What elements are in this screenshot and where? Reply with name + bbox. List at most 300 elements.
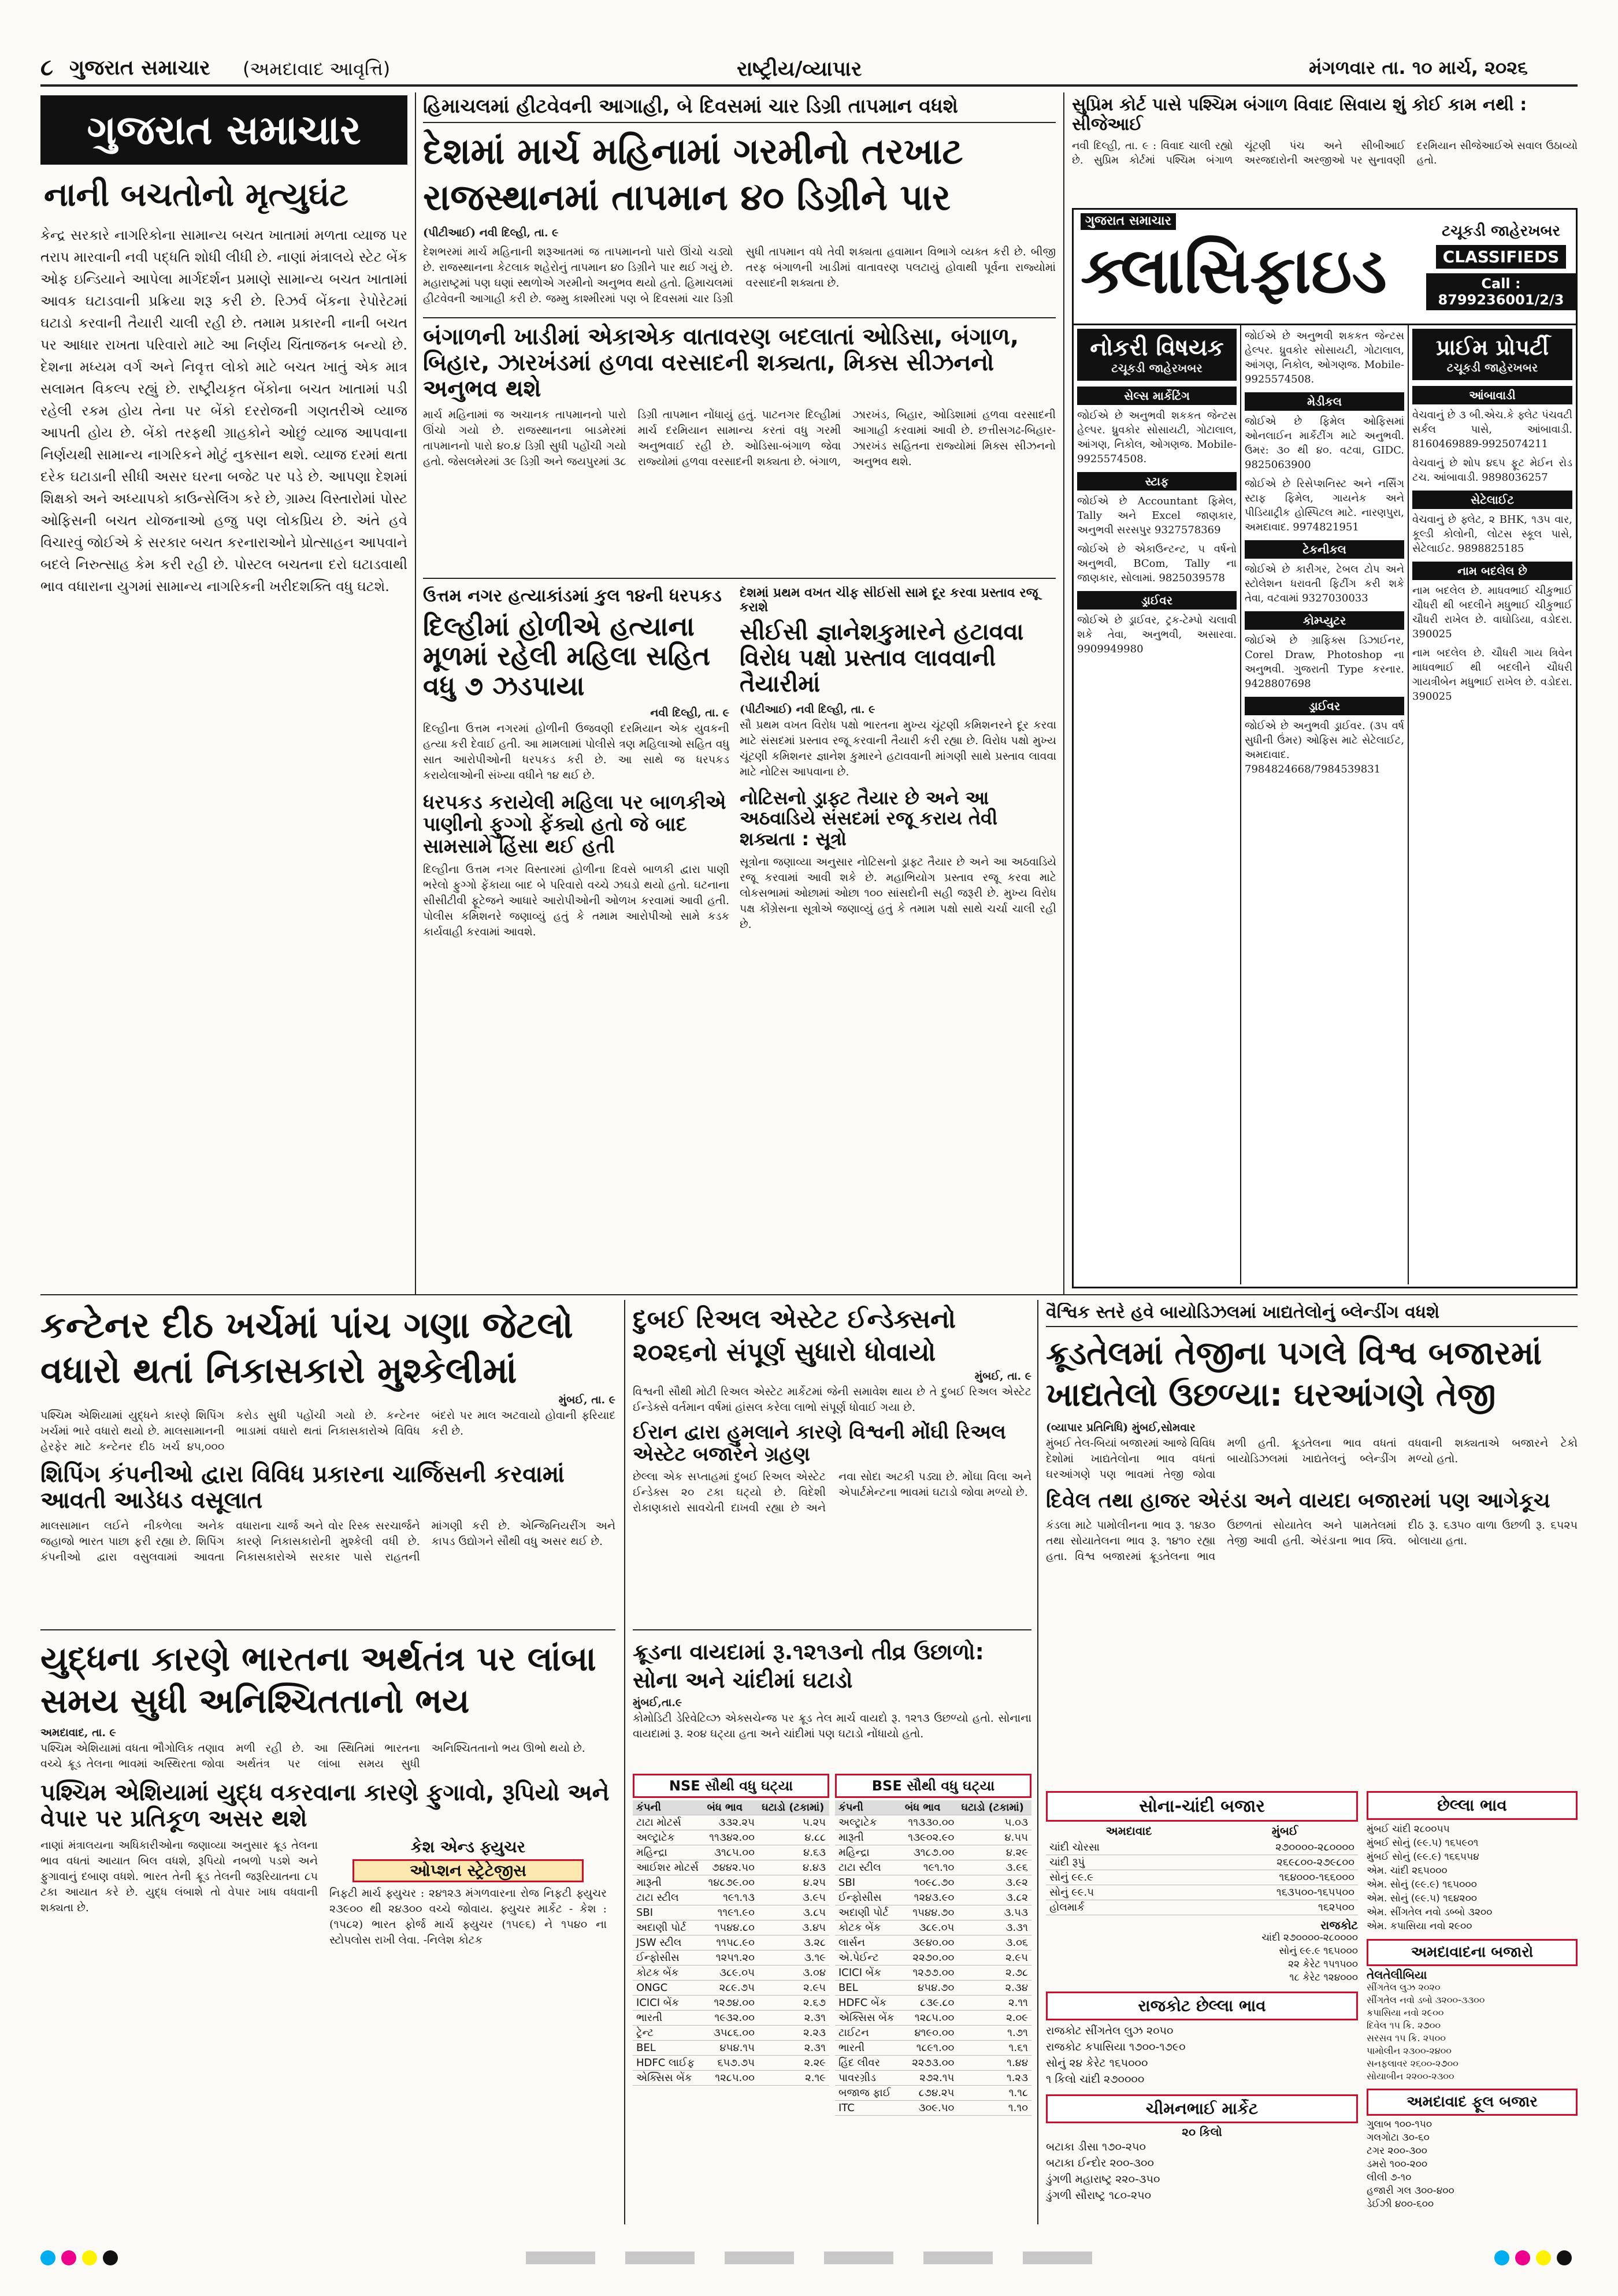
bengal-body: માર્ચ મહિનામાં જ અચાનક તાપમાનનો પારો ઊંચો ગયો છે. રાજસ્થાનના બાડમેરમાં તાપમાનનો પારો ૪૦.૪ ડિગ્રી સુધી પહોંચી ગયો હતો. જેસલમેરમાં ૩૯ ડિગ્રી અને જયપુરમાં ૩૮ ડિગ્રી તાપમાન નોંધાયું હતું. પાટનગર દિલ્હીમાં માર્ચ દરમિયાન સામાન્ય કરતાં વધુ ગરમી અનુભવાઈ રહી છે. ઓડિસા-બંગાળ જેવા રાજ્યોમાં હળવા વરસાદની શક્યતા છે. બંગાળ, ઝારખંડ, બિહાર, ઓડિશામાં હળવા વરસાદની આગાહી કરવામાં આવી છે. છત્તીસગઢ-બિહાર-ઝારખંડ સહિતના રાજ્યોમાં મિક્સ સીઝનનો અનુભવ થશે. [423,408,1056,469]
nse-title: NSE સૌથી વધુ ઘટ્યા [633,1774,829,1798]
nse-cell: ICICI બેંક [633,1996,704,2011]
last-price-title: છેલ્લા ભાવ [1367,1791,1578,1820]
gold-silver-cell: સોનું ૯૯.૫ [1046,1885,1171,1900]
nse-cell: ૨.૨૩ [758,2026,829,2041]
bse-row [835,1951,1031,1966]
holi-body-2: દિલ્હીના ઉત્તમ નગર વિસ્તારમાં હોળીના દિવસે બાળકી દ્વારા પાણી ભરેલો ફુગ્ગો ફેંકાયા બાદ બે પરિવારો વચ્ચે ઝઘડો થયો હતો. ઘટનાના સીસીટીવી ફૂટેજને આધારે આરોપીઓની ઓળખ કરવામાં આવી હતી. પોલીસ કમિશનરે જણાવ્યું હતું કે તમામ આરોપીઓ સામે કડક કાર્યવાહી કરવામાં આવશે. [423,863,729,939]
gold-silver-row [1046,1840,1358,1855]
bse-cell: ૧.૬૧ [958,2041,1031,2056]
bse-row [835,2071,1031,2086]
dubai-headline: દુબઈ રિઅલ એસ્ટેટ ઈન્ડેક્સનો ૨૦૨૬નો સંપૂર્ણ સુધારો ધોવાયો [633,1305,956,1368]
bse-row [835,1875,1031,1890]
gyanesh-subhead: નોટિસનો ડ્રાફ્ટ તૈયાર છે અને આ અઠવાડિયે સંસદમાં રજૂ કરાય તેવી શક્યતા : સૂત્રો [740,786,998,850]
section-technical: ટેકનીકલ [1245,540,1404,559]
bse-cell: ૨.૦૯ [958,2011,1031,2026]
bse-cell: લાર્સન [835,1935,901,1951]
property-box: પ્રાઈમ પ્રોપર્ટી ટચૂકડી જાહેરખબર [1412,329,1572,380]
last-price-list [1367,1822,1578,1933]
bse-row [835,1996,1031,2011]
rajkot-last-item: રાજકોટ કપાસિયા ૧૭૦૦-૧૭૯૦ [1046,2041,1186,2054]
bse-row [835,1905,1031,1920]
markets-col-1 [1046,1791,1358,2221]
bse-cell: અદાણી પોર્ટ [835,1905,901,1920]
last-price-item: એમ. સોનું (૯૯.૫) ૧૬૪૨૦૦ [1367,1893,1478,1904]
flower-market-item: ટગર ૨૦૦-૩૦૦ [1367,2145,1427,2157]
bse-cell: ૪૧૯૦.૦૦ [901,2026,958,2041]
nse-cell: ૩.૯૫ [758,1890,829,1905]
weather-story [423,95,1056,575]
chimanbhai-item: બટાકા ઈન્દોર ૨૦૦-૩૦૦ [1046,2156,1154,2169]
bse-table-box [835,1774,1031,2221]
supreme-body: નવી દિલ્હી, તા. ૯ : વિવાદ ચાલી રહ્યો છે. સુપ્રિમ કોર્ટમાં પશ્ચિમ બંગાળ ચૂંટણી પંચ અને સીબીઆઈ અરજદારોની અરજીઓ પર સુનાવણી દરમિયાન સીજેઆઈએ સવાલ ઉઠાવ્યો હતો. [1072,140,1578,167]
gold-silver-title: સોના-ચાંદી બજાર [1046,1791,1358,1822]
ad-ambawadi-1: વેચવાનું છે ૩ બી.એચ.કે ફ્લેટ પંચવટી સર્કલ પાસે, આંબાવાડી. 8160469889-9925074211 [1412,409,1572,450]
nse-cell: અલ્ટ્રાટેક [633,1830,704,1845]
bse-cell: ૪.૨૯ [958,1845,1031,1860]
edition: (અમદાવાદ આવૃત્તિ) [243,58,391,80]
cash-futures-body: નિફટી માર્ચ ફ્યુચર : ૨૪૧૨૩ મંગળવારના રોજ નિફટી ફ્યુચર ૨૩૯૦૦ થી ૨૪૩૦૦ વચ્ચે જોવાય. ફ્યુચર માર્કેટ - કેશ : (૧૫૮૨) ભારત ફોર્જ માર્ચ ફ્યુચર (૧૫૯૬) ને ૧૫૪૦ ના સ્ટોપલોસ રાખી લેવા. -નિલેશ કોટક [329,1886,607,1946]
nse-cell: કોટક બેંક [633,1966,704,1981]
gold-silver-row [1046,1870,1358,1885]
bse-cell: કોટક બેંક [835,1920,901,1935]
bse-cell: હિંદ લીવર [835,2056,901,2071]
bse-cell: એ.પેઈન્ટ [835,1951,901,1966]
gold-silver-cell: ૧૬૩૫૦૦-૧૬૫૫૦૦ [1171,1885,1358,1900]
rajkot-col-item: ૧૮ કેરેટ ૧૨૪૦૦૦ [1289,1972,1358,1984]
bse-cell: ૧૮૯૧.૦૦ [901,2041,958,2056]
biodiesel-headline: ક્રૂડતેલમાં તેજીના પગલે વિશ્વ બજારમાં ખાદ્યતેલો ઉછળ્યા: ઘરઆંગણે તેજી [1046,1334,1542,1414]
chimanbhai-item: ડુંગળી મહારાષ્ટ્ર ૨૨૦-૩૫૦ [1046,2172,1160,2186]
bse-cell: ૩.૫૩ [958,1905,1031,1920]
bse-cell: ૩.૯૨ [958,1875,1031,1890]
bse-col-company: કંપની [835,1800,901,1815]
ad-ambawadi-2: વેચવાનું છે શોપ ૪૬૫ ફૂટ મેઈન રોડ ટચ. આંબાવાડી. 9898036257 [1412,457,1572,484]
bse-cell: BEL [835,1981,901,1996]
gold-silver-cell: ચાંદી રૂપું [1046,1855,1171,1870]
flower-market-title: અમદાવાદ ફૂલ બજાર [1367,2089,1578,2116]
nse-col-company: કંપની [633,1800,704,1815]
ad-name-change-1: નામ બદલેલ છે. માધવભાઈ ચીકુભાઈ ચૌધરી થી બદલીને મધુભાઈ ચીકુભાઈ ચૌધરી રાખેલ છે. વાઘોડિયા, વડોદરા. 390025 [1412,585,1572,640]
dubai-body-2: છેલ્લા એક સપ્તાહમાં દુબઈ રિઅલ એસ્ટેટ ઈન્ડેક્સ ૨૦ ટકા ઘટ્યો છે. વિદેશી રોકાણકારો સાવચેતી દાખવી રહ્યા છે અને નવા સોદા અટકી પડ્યા છે. મોંઘા વિલા અને એપાર્ટમેન્ટના ભાવમાં ઘટાડો જોવા મળ્યો છે. [633,1470,1031,1514]
nse-cell: ૩.૪૫ [758,1920,829,1935]
rajkot-last-item: ૧ કિલો ચાંદી ૨૭૦૦૦૦ [1046,2073,1145,2086]
crude-futures-headline: ક્રૂડના વાયદામાં રૂ.૧૨૧૩નો તીવ્ર ઉછાળો: સોના અને ચાંદીમાં ઘટાડો [633,1639,984,1693]
ad-satellite: વેચવાનું છે ફ્લેટ, ૨ BHK, ૧૩૫ વાર, કૂલ્ડી કોલોની, લોટસ સ્કૂલ પાસે, સેટેલાઈટ. 9898825185 [1412,514,1572,555]
bse-cell: ૮૭૪.૨૫ [901,2086,958,2101]
crude-futures-dateline: મુંબઈ,તા.૯ [633,1696,682,1709]
bse-cell: ૨.૭૮ [958,1966,1031,1981]
page-number: ૮ [40,54,53,81]
flower-market-item: ડેઈઝી ૪૦૦-૬૦૦ [1367,2198,1434,2210]
weather-headline: દેશમાં માર્ચ મહિનામાં ગરમીનો તરખાટ [423,130,963,173]
chimanbhai-item: બટાકા ડીસા ૧૭૦-૨૫૦ [1046,2140,1146,2153]
nse-cell: ભારતી [633,2011,704,2026]
section-computer: કોમ્પ્યુટર [1245,611,1404,630]
nse-row [633,2041,829,2056]
chimanbhai-item: ડુંગળી સૌરાષ્ટ્ર ૧૮૦-૨૫૦ [1046,2189,1152,2202]
paper-name: ગુજરાત સમાચાર [69,56,210,80]
gyanesh-kicker: દેશમાં પ્રથમ વખત ચીફ સીઈસી સામે દૂર કરવા પ્રસ્તાવ રજૂ કરાશે [740,586,1038,615]
holi-subhead: ધરપકડ કરાયેલી મહિલા પર બાળકીએ પાણીનો ફુગ્ગો ફેંક્યો હતો જે બાદ સામસામે હિંસા થઈ હતી [423,791,726,859]
bse-row [835,1966,1031,1981]
bse-cell: ૩.૮૨ [958,1890,1031,1905]
nse-cell: ૩.૧૯ [758,1951,829,1966]
bse-cell: ૧૨૭૭.૦૦ [901,1966,958,1981]
ahmedabad-market-title: અમદાવાદના બજારો [1367,1939,1578,1966]
nse-row [633,1996,829,2011]
bengal-headline: બંગાળની ખાડીમાં એકાએક વાતાવરણ બદલાતાં ઓડિસા, બંગાળ, બિહાર, ઝારખંડમાં હળવા વરસાદની શક્યતા, મિક્સ સીઝનનો અનુભવ થશે [423,317,1056,402]
rajkot-col-item: ૨૨ કેરેટ ૧૫૧૫૦૦ [1288,1959,1358,1971]
dubai-body: વિશ્વની સૌથી મોટી રિઅલ એસ્ટેટ માર્કેટમાં જેની સમાવેશ થાય છે તે દુબઈ રિઅલ એસ્ટેટ ઈન્ડેક્સે વર્તમાન વર્ષમાં હાંસલ કરેલા લાભો સંપૂર્ણ ધોવાઈ ગયા છે. [633,1385,1031,1414]
nse-cell: JSW સ્ટીલ [633,1935,704,1951]
nse-cell: ૧૨૮૫.૦૦ [704,2071,758,2086]
biodiesel-story [1046,1303,1578,1785]
bse-cell: ઈન્ફોસીસ [835,1890,901,1905]
nse-cell: ૩૩૨.૨૫ [704,1815,758,1830]
nse-row [633,1966,829,1981]
nse-col-change: ઘટાડો (ટકામાં) [758,1800,829,1815]
bse-row [835,1830,1031,1845]
ad-staff: જોઈએ છે Accountant ફિમેલ, Tally અને Excel જાણકાર, અનુભવી સરસપુર 9327578369 [1077,495,1237,536]
bse-cell: ૧૦૯૮.૭૦ [901,1875,958,1890]
ad-technical: જોઈએ છે કારીગર, ટેબલ ટોપ અને સ્ટોલેશન ધરાવતી ફિટીંગ કરી શકે તેવા, વટવામાં 9327030033 [1245,563,1404,604]
col-divider-2 [1063,92,1064,1294]
rajkot-last-item: સોનું ૨૪ કેરેટ ૧૬૫૦૦૦ [1046,2057,1148,2070]
gold-silver-cell: સોનું ૯૯.૯ [1046,1870,1171,1885]
bse-cell: ૧.૭૧ [958,2026,1031,2041]
nse-table-box [633,1774,829,2221]
gyanesh-headline: સીઈસી જ્ઞાનેશકુમારને હટાવવા વિરોધ પક્ષો પ્રસ્તાવ લાવવાની તૈયારીમાં [740,619,1024,697]
chimanbhai-list [1046,2139,1358,2204]
flower-market-item: ગુલાબ ૧૦૦-૧૫૦ [1367,2119,1433,2131]
nse-cell: ૩૧૮૫.૦૦ [704,1845,758,1860]
nse-table [633,1800,829,2086]
col-divider-3 [624,1300,625,2224]
bse-cell: ૪૫૪.૭૦ [901,1981,958,1996]
bse-cell: HDFC બેંક [835,1996,901,2011]
holi-story [423,586,729,1291]
holi-dateline: નવી દિલ્હી, તા. ૯ [650,707,729,720]
last-price-item: એમ. સોનું (૯૯.૯) ૧૬૫૦૦૦ [1367,1879,1477,1890]
bse-cell: ૧૫૪૪.૭૦ [901,1905,958,1920]
bse-title: BSE સૌથી વધુ ઘટ્યા [835,1774,1031,1798]
bse-cell: ૪.૫૫ [958,1830,1031,1845]
bse-cell: એક્સિસ બેંક [835,2011,901,2026]
section-medical: મેડીકલ [1245,392,1404,411]
bse-row [835,2056,1031,2071]
nse-cell: ૪.૨૫ [758,1875,829,1890]
bse-row [835,2041,1031,2056]
ahmedabad-market-item: સીંગતેલ નવો ડબો ૩૨૦૦-૩૩૦૦ [1367,1994,1485,2006]
section-staff: સ્ટાફ [1077,472,1237,491]
nse-cell: BEL [633,2041,704,2056]
ahmedabad-market-sub: તેલતેલીબિયા [1367,1968,1427,1982]
rajkot-col-item: સોનું ૯૯.૯ ૧૬૫૦૦૦ [1279,1945,1358,1957]
rajkot-col-title: રાજકોટ [1320,1918,1358,1932]
bse-cell: મહિન્દ્રા [835,1845,901,1860]
cmyk-dots-right [1494,2250,1578,2268]
ahmedabad-market-item: પામોલીન ૨૩૦૦-૨૪૦૦ [1367,2045,1452,2057]
nse-cell: ટ્રેન્ટ [633,2026,704,2041]
nse-cell: ૧૫૪૪.૮૦ [704,1920,758,1935]
holi-body: દિલ્હીના ઉત્તમ નગરમાં હોળીની ઉજવણી દરમિયાન એક યુવકની હત્યા કરી દેવાઈ હતી. આ મામલામાં પોલીસે ત્રણ મહિલાઓ સહિત વધુ સાત આરોપીઓની ધરપકડ કરી છે. આ સાથે જ ધરપકડ કરાયેલાઓની સંખ્યા વધીને ૧૪ થઈ છે. [423,722,729,782]
col-divider-4 [1037,1300,1038,2224]
ahmedabad-market-item: કપાસિયા નવો ૨૯૦૦ [1367,2007,1444,2019]
cmyk-dots-left [40,2250,124,2268]
dubai-dateline: મુંબઈ, તા. ૯ [974,1370,1031,1383]
last-price-item: એમ. કપાસિયા નવો ૨૯૦૦ [1367,1920,1472,1932]
grey-bars [511,2252,1107,2267]
bse-cell: SBI [835,1875,901,1890]
bse-cell: ૧.૪૪ [958,2056,1031,2071]
bse-table [835,1800,1031,2116]
cash-futures-box [329,1838,607,1948]
bse-cell: ટાટા સ્ટીલ [835,1860,901,1875]
bse-row [835,1860,1031,1875]
ad-helper: જોઈએ છે અનુભવી શકકત જેન્ટસ હેલ્પર. ધ્રુવકોર સોસાયટી, ગોટાલાલ, આંગણ, નિકોલ, ઓગણજ. Mobile-9925574508. [1245,330,1404,385]
bse-cell: ૧.૧૮ [958,2086,1031,2101]
last-price-item: મુંબઈ સોનું (૯૯.૯) ૧૬૬૫૫૪ [1367,1851,1479,1863]
cash-futures-subtitle: ઓપ્શન સ્ટ્રેટેજીસ [352,1859,584,1882]
rajkot-last-list [1046,2023,1358,2087]
nse-cell: ૫.૨૫ [758,1815,829,1830]
war-body: પશ્ચિમ એશિયામાં વધતા ભૌગોલિક તણાવ વચ્ચે ક્રૂડ તેલના ભાવમાં અસ્થિરતા જોવા મળી રહી છે. આ સ્થિતિમાં ભારતના અર્થતંત્ર પર લાંબા સમય સુધી અનિશ્ચિતતાનો ભય ઊભો થયો છે. [40,1742,585,1770]
container-headline: કન્ટેનર દીઠ ખર્ચમાં પાંચ ગણા જેટલો વધારો થતાં નિકાસકારો મુશ્કેલીમાં [40,1304,573,1391]
gold-silver-table [1046,1840,1358,1915]
paper-logo: ગુજરાત સમાચાર [40,95,407,165]
last-price-item: મુંબઈ ચાંદી ૨૮૦૦૫૫ [1367,1823,1450,1835]
gyanesh-body-2: સૂત્રોના જણાવ્યા અનુસાર નોટિસનો ડ્રાફ્ટ તૈયાર છે અને આ અઠવાડિયે રજૂ કરવામાં આવી શકે છે. મહાભિયોગ પ્રસ્તાવ રજૂ કરવા માટે લોકસભામાં ઓછામાં ઓછા ૧૦૦ સાંસદોની સહી જરૂરી છે. મુખ્ય વિરોધ પક્ષ કોંગ્રેસના સૂત્રોએ જણાવ્યું હતું કે તમામ પક્ષો સાથે ચર્ચા ચાલી રહી છે. [740,856,1056,931]
bse-cell: ૧૧૩૩૦.૦૦ [901,1815,958,1830]
nse-cell: ૧૪૮૭૯.૦૦ [704,1875,758,1890]
nse-cell: ONGC [633,1981,704,1996]
chimanbhai-title: ચીમનભાઈ માર્કેટ [1046,2094,1358,2123]
gold-silver-row [1046,1885,1358,1900]
bse-cell: ITC [835,2101,901,2116]
nse-cell: ૧૨૭૪.૦૦ [704,1996,758,2011]
nse-cell: ૧૧૩૪૨.૦૦ [704,1830,758,1845]
bse-row [835,2101,1031,2116]
classified-grid [1074,325,1576,1284]
section-driver-a: ડ્રાઈવર [1077,591,1237,610]
nse-row [633,1830,829,1845]
ahmedabad-market-list [1367,1981,1578,2083]
header-rule [40,84,1578,87]
war-body-2: નાણાં મંત્રાલયના અધિકારીઓના જણાવ્યા અનુસાર ક્રૂડ તેલના ભાવ વધતાં આયાત બિલ વધશે, રૂપિયો નબળો પડશે અને ફુગાવાનું દબાણ વધશે. ભારત તેની ક્રૂડ તેલની જરૂરિયાતના ૮૫ ટકા આયાત કરે છે. યુદ્ધ લંબાશે તો વેપાર ખાધ વધવાની શક્યતા છે. [40,1838,318,1914]
flower-market-item: ગલગોટા ૩૦-૬૦ [1367,2132,1430,2144]
dubai-story [633,1303,1031,1626]
bse-row [835,1815,1031,1830]
ad-accountant: જોઈએ છે એકાઉન્ટન્ટ, ૫ વર્ષનો અનુભવી, BCom, Tally ના જાણકાર, સોલામાં. 9825039578 [1077,543,1237,584]
page-date: મંગળવાર તા. ૧૦ માર્ચ, ૨૦૨૬ [1309,57,1528,79]
nse-cell: ૨.૨૯ [758,2056,829,2071]
nse-cell: HDFC લાઈફ [633,2056,704,2071]
nse-row [633,1875,829,1890]
bse-row [835,1981,1031,1996]
crude-futures-body: કોમોડિટી ડેરિવેટિવ્ઝ એક્સચેન્જ પર ક્રૂડ તેલ માર્ચ વાયદો રૂ. ૧૨૧૩ ઉછળ્યો હતો. સોનાના વાયદામાં રૂ. ૨૦૪ ઘટ્યા હતા અને ચાંદીમાં પણ ઘટાડો નોંધાયો હતો. [633,1711,1031,1740]
mid-divider [40,1294,1578,1295]
bse-row [835,1920,1031,1935]
supreme-kicker: સુપ્રિમ કોર્ટ પાસે પશ્ચિમ બંગાળ વિવાદ સિવાય શું કોઈ કામ નથી : સીજેઆઈ [1072,95,1527,135]
ad-computer: જોઈએ છે ગ્રાફિક્સ ડિઝાઈનર, Corel Draw, Photoshop ના અનુભવી. ગુજરાતી Type કરનાર. 9428807698 [1245,634,1404,690]
gyanesh-dateline: (પીટીઆઈ) નવી દિલ્હી, તા. ૯ [740,703,875,716]
nse-cell: ૧૧૫૮.૯૦ [704,1935,758,1951]
container-subhead: શિપિંગ કંપનીઓ દ્વારા વિવિધ પ્રકારના ચાર્જિસની કરવામાં આવતી આડેધડ વસૂલાત [40,1461,565,1514]
bse-cell: ૩.૩૧ [958,1920,1031,1935]
gold-silver-cell: ચાંદી ચોરસા [1046,1840,1171,1855]
bse-cell: ૧.૧૦ [958,2101,1031,2116]
war-headline: યુદ્ધના કારણે ભારતના અર્થતંત્ર પર લાંબા સમય સુધી અનિશ્ચિતતાનો ભય [40,1639,596,1721]
bse-cell: ૨૨૭૩.૦૦ [901,2056,958,2071]
last-price-item: એમ. સીંગતેલ નવો ડબ્બો ૩૨૦૦ [1367,1907,1493,1918]
nse-cell: મારૂતી [633,1875,704,1890]
nse-cell: ૩૮૯.૦૫ [704,1966,758,1981]
flower-market-item: હજારી ગલ ૩૦૦-૪૦૦ [1367,2185,1454,2197]
weather-headline-2: રાજસ્થાનમાં તાપમાન ૪૦ ડિગ્રીને પાર [423,176,951,218]
war-story [40,1638,615,2221]
classified-phone: Call : 8799236001/2/3 [1426,273,1576,310]
nse-cell: ૪.૮૮ [758,1830,829,1845]
nse-row [633,1860,829,1875]
nse-cell: ૨.૩૧ [758,2011,829,2026]
nse-row [633,2056,829,2071]
nse-cell: ૪.૬૩ [758,1845,829,1860]
ahmedabad-market-item: દિવેલ ૧૫ કિ. ૨૭૦૦ [1367,2020,1441,2031]
nse-cell: મહિન્દ્રા [633,1845,704,1860]
weather-bottom-rule [423,578,1056,579]
ad-medical-2: જોઈએ છે રિસેપ્શનિસ્ટ અને નર્સિંગ સ્ટાફ ફિમેલ, ગાયનેક અને પીડિયાટ્રીક હોસ્પિટલ માટે. નારણપુરા, અમદાવાદ. 9974821951 [1245,478,1404,533]
nse-cell: ૩૫૮૬.૦૦ [704,2026,758,2041]
supreme-story [1072,95,1578,205]
rajkot-last-item: રાજકોટ સીંગતેલ લુઝ ૨૦૫૦ [1046,2024,1174,2038]
ahmedabad-market-item: સરસવ ૧૫ કિ. ૨૫૦૦ [1367,2033,1446,2044]
section-driver-b: ડ્રાઈવર [1245,697,1404,715]
nse-row [633,2071,829,2086]
nse-row [633,1981,829,1996]
bse-row [835,1845,1031,1860]
classified-mini-logo: ગુજરાત સમાચાર [1081,213,1176,230]
naukri-box: નોકરી વિષયક ટચૂકડી જાહેરખબર [1077,329,1237,381]
bse-cell: ભારતી [835,2041,901,2056]
bse-cell: ૧.૨૩ [958,2071,1031,2086]
section-satellite: સેટેલાઈટ [1412,491,1572,509]
classified-logo: ક્લાસિફાઇડ [1081,233,1387,307]
classified-tag: ટચૂકડી જાહેરખબર [1442,222,1560,240]
container-body: પશ્ચિમ એશિયામાં યુદ્ધને કારણે શિપિંગ ખર્ચમાં ભારે વધારો થયો છે. માલસામાનની હેરફેર માટે કન્ટેનર દીઠ ખર્ચ ૪૫,૦૦૦ કરોડ સુધી પહોંચી ગયો છે. કન્ટેનર ભાડામાં વધારો થતાં નિકાસકારોએ વિવિધ બંદરો પર માલ અટવાયો હોવાની ફરિયાદ કરી છે. [40,1409,615,1453]
bse-cell: ટાઈટન [835,2026,901,2041]
gyanesh-story [740,586,1056,1291]
bse-cell: ૨.૯૫ [958,1951,1031,1966]
nse-cell: ૪.૪૩ [758,1860,829,1875]
nse-cell: ટાટા મોટર્સ [633,1815,704,1830]
dubai-bottom-rule [633,1629,1031,1630]
bse-cell: ૮૩૯.૮૦ [901,1996,958,2011]
section-sales: સેલ્સ માર્કેટિંગ [1077,387,1237,405]
nse-cell: ૧૯૧.૧૩ [704,1890,758,1905]
container-story [40,1303,615,1626]
nse-cell: એક્સિસ બેંક [633,2071,704,2086]
last-price-item: એમ. ચાંદી ૨૬૫૦૦૦ [1367,1865,1448,1877]
nse-cell: અદાણી પોર્ટ [633,1920,704,1935]
nse-cell: ૨.૯૫ [758,1981,829,1996]
nse-cell: ઈન્ફોસીસ [633,1951,704,1966]
ahmedabad-market-item: સનફલાવર ૨૬૦૦-૨૭૦૦ [1367,2058,1459,2070]
bse-cell: ૧૯૧.૧૦ [901,1860,958,1875]
print-register-marks [40,2247,1578,2271]
bse-cell: ૧૨૪૩.૯૦ [901,1890,958,1905]
nse-cell: ૧૧૯૧.૯૦ [704,1905,758,1920]
gold-silver-row [1046,1900,1358,1915]
ad-driver-b: જોઈએ છે અનુભવી ડ્રાઈવર. (૩૫ વર્ષ સુધીની ઉંમર) ઓફિસ માટે સેટેલાઈટ, અમદાવાદ. 7984824668/7984539831 [1245,720,1404,775]
bse-cell: ICICI બેંક [835,1966,901,1981]
bse-row [835,2011,1031,2026]
nse-row [633,1890,829,1905]
biodiesel-subhead: દિવેલ તથા હાજર એરંડા અને વાયદા બજારમાં પણ આગેકૂચ [1046,1489,1550,1513]
nse-cell: ૨.૧૯ [758,2071,829,2086]
gold-col-ahmedabad: અમદાવાદ [1105,1824,1152,1838]
bse-cell: ૩૮૯.૦૫ [901,1920,958,1935]
chimanbhai-header: ૨૦ કિલો [1182,2125,1222,2139]
nse-cell: ૧૨૫૧.૨૦ [704,1951,758,1966]
biodiesel-body: મુંબઈ તેલ-બિયાં બજારમાં આજે વિવિધ દેશોમાં ખાદ્યતેલોના ભાવ વધતાં ઘરઆંગણે પણ ભાવમાં તેજી જોવા મળી હતી. ક્રૂડતેલના ભાવ વધતાં બાયોડિઝલમાં ખાદ્યતેલનું બ્લેન્ડીંગ વધવાની શક્યતાએ બજારને ટેકો મળ્યો હતો. [1046,1437,1578,1481]
nse-cell: ૧૯૩૨.૦૦ [704,2011,758,2026]
bse-col-price: બંધ ભાવ [901,1800,958,1815]
nse-cell: ૩.૦૪ [758,1966,829,1981]
section-ambawadi: આંબાવાડી [1412,386,1572,404]
flower-market-item: લીલી ૭-૧૦ [1367,2172,1412,2184]
bse-row [835,2086,1031,2101]
weather-kicker: હિમાચલમાં હીટવેવની આગાહી, બે દિવસમાં ચાર ડિગ્રી તાપમાન વધશે [423,95,1056,123]
nse-cell: ટાટા સ્ટીલ [633,1890,704,1905]
gold-silver-row [1046,1855,1358,1870]
flower-market-item: ડમરો ૧૦૦-૨૦૦ [1367,2158,1428,2171]
weather-dateline: (પીટીઆઈ) નવી દિલ્હી, તા. ૯ [423,226,559,239]
nse-cell: ૭૪૪૨.૫૦ [704,1860,758,1875]
bse-cell: ૩૦૯.૫૦ [901,2101,958,2116]
markets-col-2 [1367,1791,1578,2221]
bse-cell: મારૂતી [835,1830,901,1845]
editorial-title: નાની બચતોનો મૃત્યુઘંટ [44,176,348,214]
bse-cell: ૨.૧૧ [958,1996,1031,2011]
nse-row [633,2026,829,2041]
classified-banner [1074,210,1576,325]
classified-section [1072,208,1578,1288]
ad-name-change-2: નામ બદલેલ છે. ચૌધરી ગાય ત્રિવેન માધવભાઈ થી બદલીને ચૌધરી ગાયત્રીબેન મધુભાઈ રાખેલ છે. વડોદરા. 390025 [1412,647,1572,703]
bse-cell: બજાજ ફાઈ [835,2086,901,2101]
bse-cell: ૨.૩૪ [958,1981,1031,1996]
war-dateline: અમદાવાદ, તા. ૯ [40,1726,116,1739]
gold-silver-cell: હોલમાર્ક [1046,1900,1171,1915]
classifieds-label: CLASSIFIEDS [1436,245,1567,269]
bse-row [835,2026,1031,2041]
nse-row [633,1815,829,1830]
nse-cell: ૨૮૯.૭૫ [704,1981,758,1996]
nse-cell: ૨.૩૧ [758,2041,829,2056]
bse-cell: ૨૨૭૦.૦૦ [901,1951,958,1966]
nse-cell: ૪૫૪.૧૫ [704,2041,758,2056]
ad-sales: જોઈએ છે અનુભવી શકકત જેન્ટસ હેલ્પર. ધ્રુવકોર સોસાયટી, ગોટાલાલ, આંગણ, નિકોલ, ઓગણજ. Mobile-9925574508. [1077,410,1237,465]
bse-cell: ૧૩૯૦૨.૯૦ [901,1830,958,1845]
gold-silver-cell: ૨૬૯૮૦૦-૨૭૯૮૦૦ [1171,1855,1358,1870]
gold-col-mumbai: મુંબઈ [1271,1824,1298,1838]
bse-cell: ૨૭૨.૧૫ [901,2071,958,2086]
rajkot-col-list [1046,1931,1358,1985]
nse-cell: ૬૫૭.૭૫ [704,2056,758,2071]
section-title: રાષ્ટ્રીય/વ્યાપાર [737,57,862,81]
bse-cell: પાવરગ્રીડ [835,2071,901,2086]
gold-silver-cell: ૧૬૨૫૦૦ [1171,1900,1358,1915]
bse-row [835,1890,1031,1905]
